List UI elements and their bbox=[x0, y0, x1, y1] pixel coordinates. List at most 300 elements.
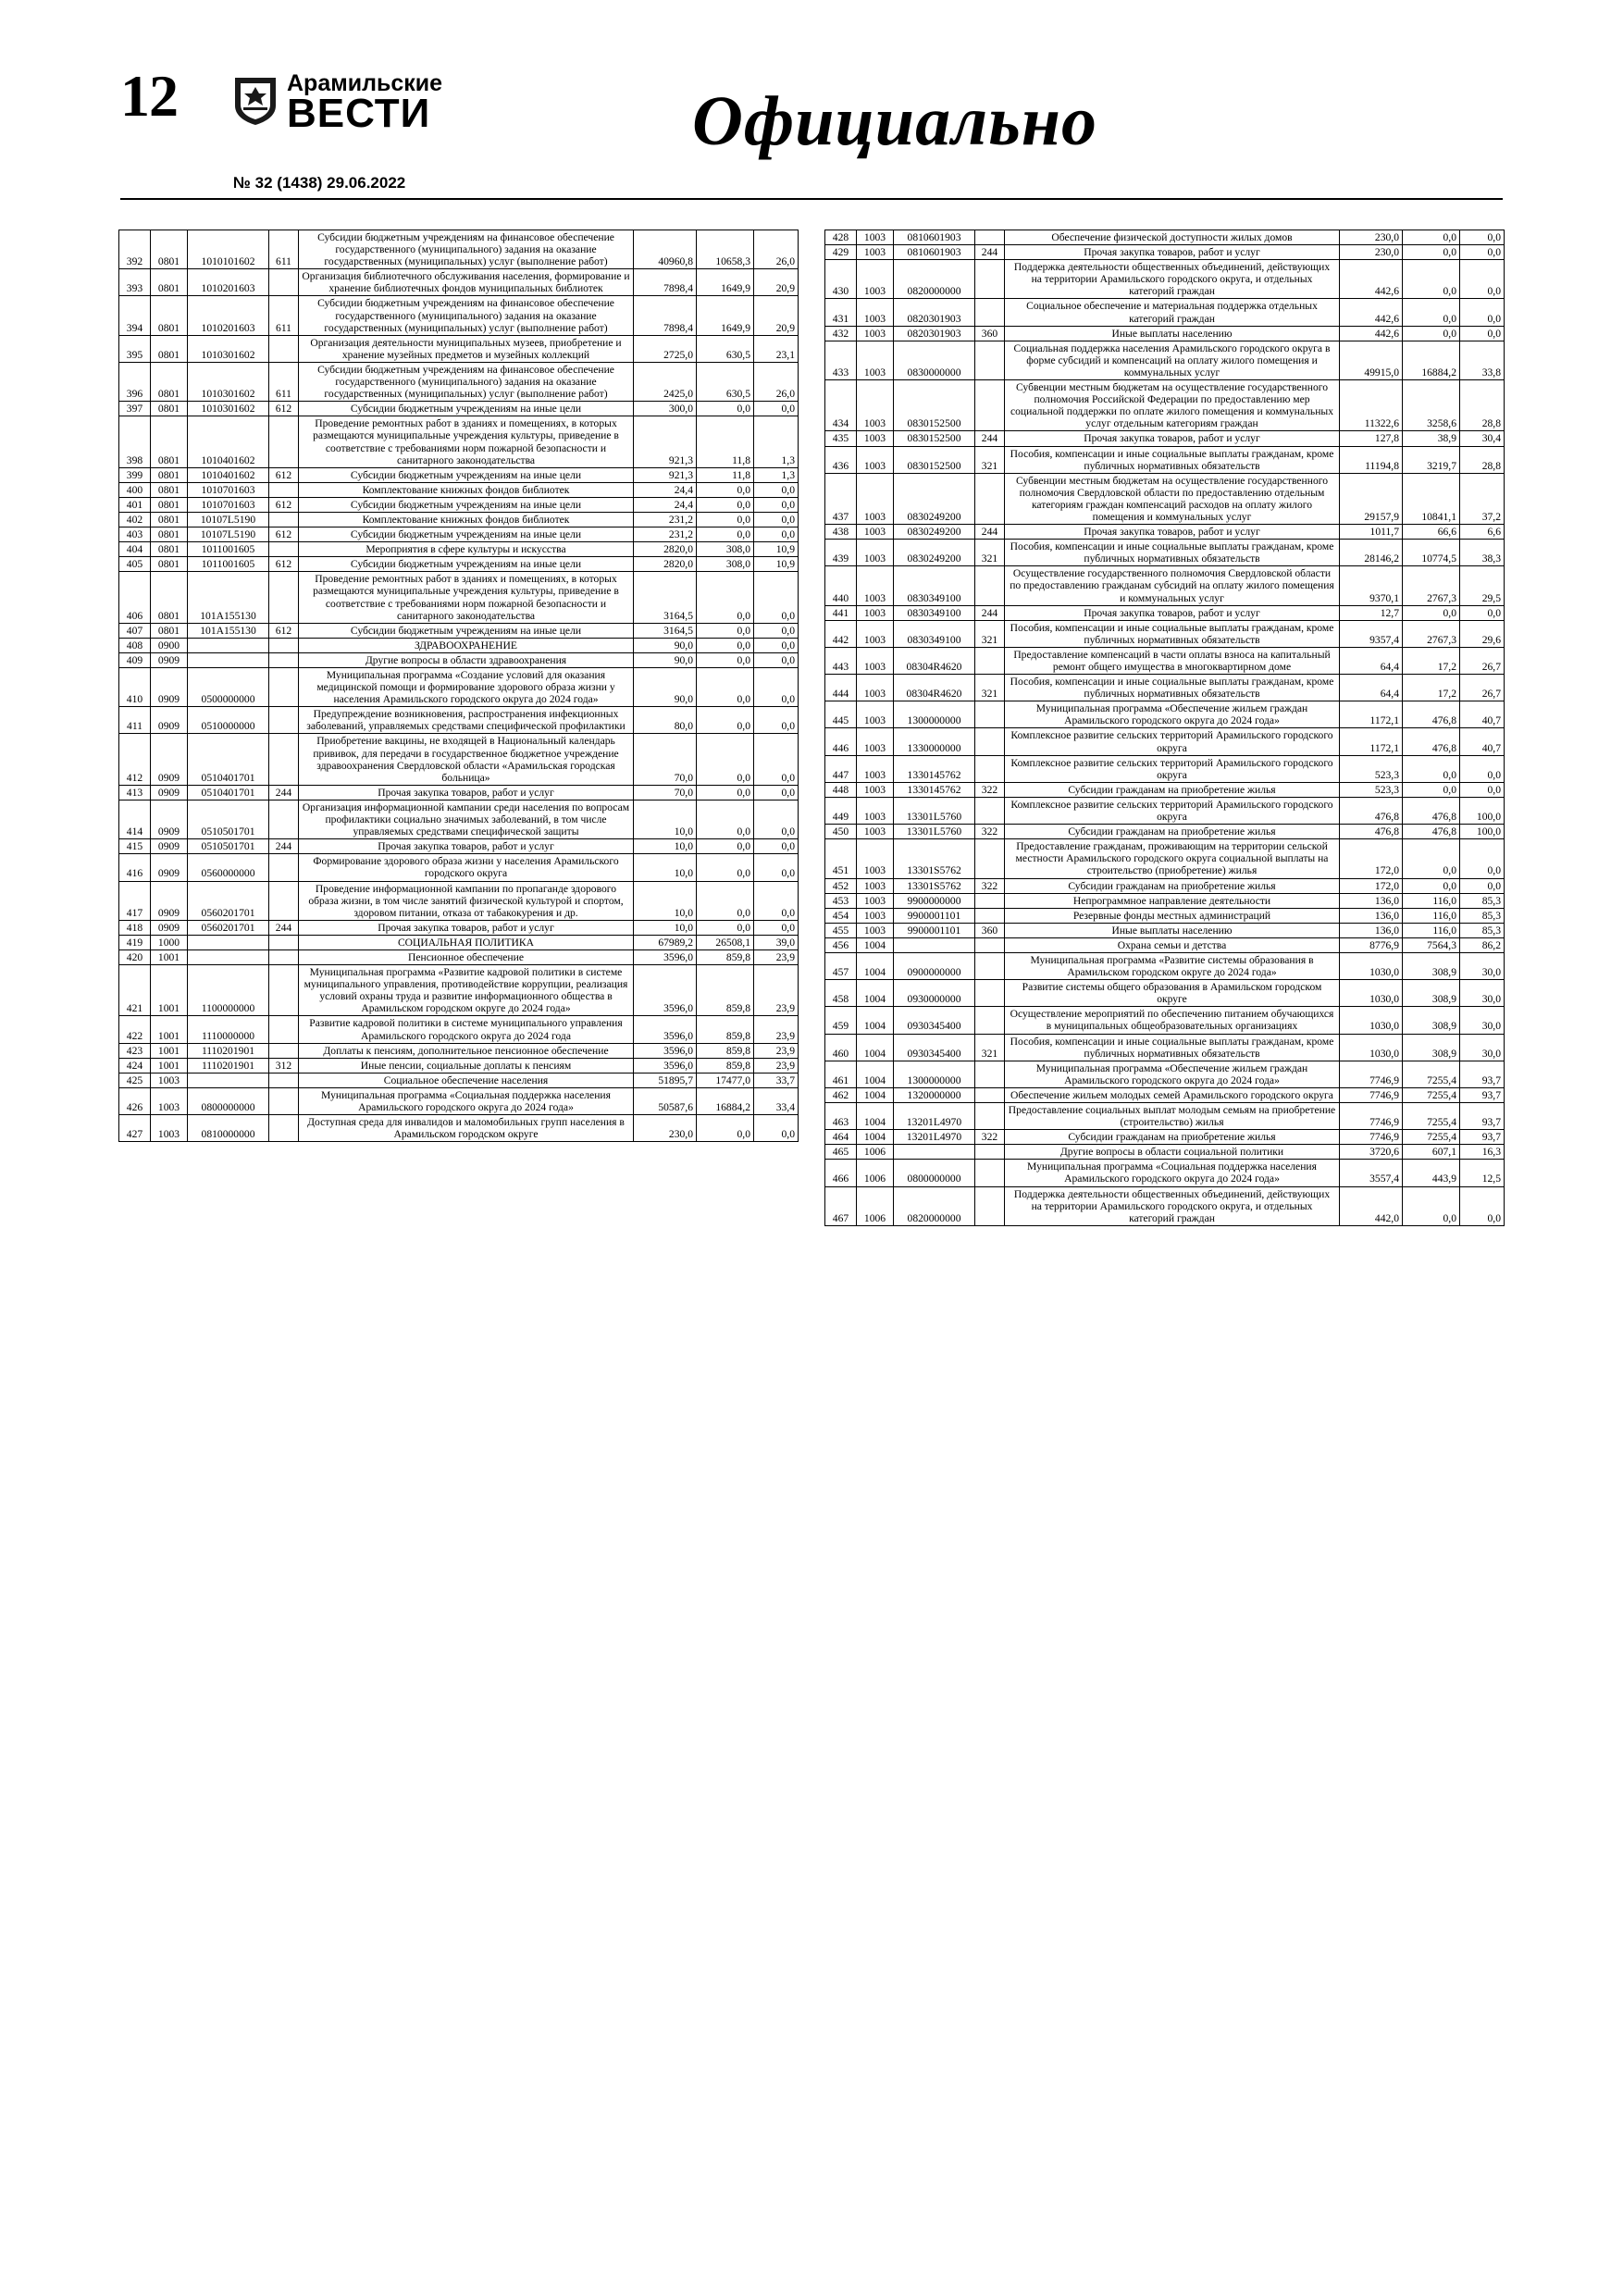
row-title: Субсидии бюджетным учреждениям на иные цели bbox=[299, 557, 634, 572]
percent: 26,7 bbox=[1460, 675, 1505, 701]
section-code: 1003 bbox=[857, 446, 894, 473]
expense-type bbox=[269, 416, 299, 467]
section-code: 1003 bbox=[151, 1073, 188, 1087]
row-title: Субсидии гражданам на приобретение жилья bbox=[1005, 1130, 1340, 1145]
section-code: 1004 bbox=[857, 952, 894, 979]
percent: 0,0 bbox=[754, 527, 799, 542]
expense-type bbox=[975, 473, 1005, 524]
section-code: 0909 bbox=[151, 734, 188, 785]
table-row bbox=[119, 1073, 799, 1087]
masthead-title-line1: Арамильские bbox=[287, 70, 443, 96]
row-number: 401 bbox=[119, 497, 151, 512]
row-title: Иные выплаты населению bbox=[1005, 326, 1340, 341]
amount-plan: 12,7 bbox=[1340, 605, 1403, 620]
amount-plan: 442,0 bbox=[1340, 1186, 1403, 1225]
target-code: 0830249200 bbox=[894, 473, 975, 524]
row-number: 415 bbox=[119, 839, 151, 854]
amount-plan: 64,4 bbox=[1340, 647, 1403, 674]
expense-type: 312 bbox=[269, 1058, 299, 1073]
target-code: 10107L5190 bbox=[188, 512, 269, 527]
target-code: 0830249200 bbox=[894, 540, 975, 566]
row-title: Мероприятия в сфере культуры и искусства bbox=[299, 542, 634, 557]
row-title: Прочая закупка товаров, работ и услуг bbox=[299, 839, 634, 854]
amount-actual: 308,0 bbox=[697, 542, 754, 557]
row-number: 434 bbox=[825, 380, 857, 431]
percent: 23,9 bbox=[754, 965, 799, 1016]
row-number: 454 bbox=[825, 908, 857, 923]
section-code: 1003 bbox=[857, 540, 894, 566]
expense-type bbox=[269, 965, 299, 1016]
target-code: 0820000000 bbox=[894, 260, 975, 299]
row-number: 397 bbox=[119, 402, 151, 416]
amount-actual: 308,0 bbox=[697, 557, 754, 572]
percent: 33,4 bbox=[754, 1087, 799, 1114]
expense-type bbox=[975, 1103, 1005, 1130]
expense-type: 321 bbox=[975, 446, 1005, 473]
amount-plan: 10,0 bbox=[634, 800, 697, 838]
expense-type bbox=[975, 1186, 1005, 1225]
amount-plan: 7746,9 bbox=[1340, 1130, 1403, 1145]
expense-type: 612 bbox=[269, 623, 299, 638]
amount-actual: 0,0 bbox=[697, 482, 754, 497]
row-title: Социальное обеспечение населения bbox=[299, 1073, 634, 1087]
row-title: Доступная среда для инвалидов и маломобильных групп населения в Арамильском городском округе bbox=[299, 1115, 634, 1142]
budget-table-right bbox=[824, 230, 1505, 1226]
expense-type: 611 bbox=[269, 296, 299, 335]
percent: 23,9 bbox=[754, 1043, 799, 1058]
section-code: 1003 bbox=[151, 1087, 188, 1114]
amount-plan: 3596,0 bbox=[634, 949, 697, 964]
expense-type bbox=[975, 908, 1005, 923]
row-number: 457 bbox=[825, 952, 857, 979]
row-number: 425 bbox=[119, 1073, 151, 1087]
row-number: 414 bbox=[119, 800, 151, 838]
target-code: 08304R4620 bbox=[894, 675, 975, 701]
row-title: Предоставление социальных выплат молодым семьям на приобретение (строительство) жилья bbox=[1005, 1103, 1340, 1130]
row-title: Субсидии бюджетным учреждениям на финансовое обеспечение государственного (муниципального) задания на оказание государственных (муниципальных) услуг (выполнение работ) bbox=[299, 362, 634, 401]
table-row bbox=[825, 525, 1505, 540]
amount-actual: 2767,3 bbox=[1403, 566, 1460, 605]
amount-actual: 0,0 bbox=[697, 652, 754, 667]
amount-plan: 49915,0 bbox=[1340, 341, 1403, 379]
amount-actual: 116,0 bbox=[1403, 893, 1460, 908]
amount-plan: 230,0 bbox=[1340, 245, 1403, 260]
target-code: 0820000000 bbox=[894, 1186, 975, 1225]
table-row bbox=[825, 566, 1505, 605]
row-title: Пособия, компенсации и иные социальные выплаты гражданам, кроме публичных нормативных обязательств bbox=[1005, 446, 1340, 473]
row-title: Пособия, компенсации и иные социальные выплаты гражданам, кроме публичных нормативных обязательств bbox=[1005, 540, 1340, 566]
row-number: 465 bbox=[825, 1145, 857, 1160]
amount-actual: 16884,2 bbox=[1403, 341, 1460, 379]
row-title: Муниципальная программа «Развитие кадровой политики в системе муниципального управления, противодействие коррупции, реализация условий охраны труда и развитие информационного общества в Арамильском городском округе до 2024 года» bbox=[299, 965, 634, 1016]
row-number: 466 bbox=[825, 1160, 857, 1186]
section-code: 1003 bbox=[857, 473, 894, 524]
amount-actual: 0,0 bbox=[1403, 245, 1460, 260]
row-number: 447 bbox=[825, 755, 857, 782]
percent: 16,3 bbox=[1460, 1145, 1505, 1160]
amount-actual: 0,0 bbox=[697, 839, 754, 854]
percent: 0,0 bbox=[1460, 299, 1505, 326]
section-code: 0900 bbox=[151, 638, 188, 652]
table-row bbox=[119, 230, 799, 269]
row-title: Поддержка деятельности общественных объединений, действующих на территории Арамильского городского округа, и отдельных категорий граждан bbox=[1005, 260, 1340, 299]
table-row bbox=[825, 728, 1505, 755]
amount-actual: 308,9 bbox=[1403, 980, 1460, 1007]
row-number: 419 bbox=[119, 935, 151, 949]
amount-plan: 476,8 bbox=[1340, 825, 1403, 839]
amount-actual: 859,8 bbox=[697, 1043, 754, 1058]
section-code: 1003 bbox=[857, 380, 894, 431]
expense-type: 360 bbox=[975, 923, 1005, 937]
percent: 0,0 bbox=[754, 920, 799, 935]
expense-type: 322 bbox=[975, 1130, 1005, 1145]
expense-type bbox=[975, 566, 1005, 605]
row-title: Предупреждение возникновения, распространения инфекционных заболеваний, управляемых средствами специфической профилактики bbox=[299, 707, 634, 734]
section-code: 0801 bbox=[151, 572, 188, 623]
table-row bbox=[825, 701, 1505, 728]
row-number: 423 bbox=[119, 1043, 151, 1058]
row-number: 407 bbox=[119, 623, 151, 638]
amount-actual: 116,0 bbox=[1403, 908, 1460, 923]
section-code: 1003 bbox=[857, 605, 894, 620]
row-title: Пенсионное обеспечение bbox=[299, 949, 634, 964]
percent: 28,8 bbox=[1460, 380, 1505, 431]
target-code: 1010301602 bbox=[188, 335, 269, 362]
amount-plan: 3596,0 bbox=[634, 965, 697, 1016]
section-code: 1003 bbox=[857, 728, 894, 755]
table-row bbox=[825, 825, 1505, 839]
table-row bbox=[825, 893, 1505, 908]
expense-type bbox=[975, 299, 1005, 326]
percent: 0,0 bbox=[754, 638, 799, 652]
amount-actual: 11,8 bbox=[697, 467, 754, 482]
amount-plan: 11194,8 bbox=[1340, 446, 1403, 473]
amount-plan: 9357,4 bbox=[1340, 620, 1403, 647]
target-code: 1010301602 bbox=[188, 362, 269, 401]
target-code: 9900001101 bbox=[894, 923, 975, 937]
percent: 0,0 bbox=[754, 734, 799, 785]
amount-actual: 0,0 bbox=[697, 638, 754, 652]
section-code: 1003 bbox=[857, 230, 894, 245]
expense-type: 612 bbox=[269, 467, 299, 482]
section-code: 0801 bbox=[151, 467, 188, 482]
row-title: Субсидии бюджетным учреждениям на иные цели bbox=[299, 497, 634, 512]
target-code: 0810601903 bbox=[894, 230, 975, 245]
row-title: Организация деятельности муниципальных музеев, приобретение и хранение музейных предметов и музейных коллекций bbox=[299, 335, 634, 362]
amount-plan: 9370,1 bbox=[1340, 566, 1403, 605]
row-title: ЗДРАВООХРАНЕНИЕ bbox=[299, 638, 634, 652]
amount-plan: 1030,0 bbox=[1340, 1034, 1403, 1061]
row-title: Формирование здорового образа жизни у населения Арамильского городского округа bbox=[299, 854, 634, 881]
amount-plan: 3596,0 bbox=[634, 1016, 697, 1043]
section-code: 0909 bbox=[151, 652, 188, 667]
budget-table-left bbox=[118, 230, 799, 1142]
amount-plan: 1172,1 bbox=[1340, 728, 1403, 755]
percent: 0,0 bbox=[1460, 230, 1505, 245]
row-title: Субсидии бюджетным учреждениям на финансовое обеспечение государственного (муниципального) задания на оказание государственных (муниципальных) услуг (выполнение работ) bbox=[299, 230, 634, 269]
table-row bbox=[119, 1043, 799, 1058]
amount-plan: 7746,9 bbox=[1340, 1061, 1403, 1087]
amount-actual: 16884,2 bbox=[697, 1087, 754, 1114]
table-row bbox=[119, 497, 799, 512]
target-code: 0800000000 bbox=[188, 1087, 269, 1114]
expense-type: 244 bbox=[975, 525, 1005, 540]
section-code: 0801 bbox=[151, 623, 188, 638]
percent: 93,7 bbox=[1460, 1061, 1505, 1087]
row-title: Непрограммное направление деятельности bbox=[1005, 893, 1340, 908]
amount-actual: 26508,1 bbox=[697, 935, 754, 949]
amount-actual: 308,9 bbox=[1403, 1034, 1460, 1061]
percent: 0,0 bbox=[754, 1115, 799, 1142]
row-number: 451 bbox=[825, 839, 857, 878]
row-number: 453 bbox=[825, 893, 857, 908]
amount-actual: 0,0 bbox=[697, 512, 754, 527]
amount-actual: 0,0 bbox=[1403, 299, 1460, 326]
amount-plan: 3596,0 bbox=[634, 1058, 697, 1073]
percent: 100,0 bbox=[1460, 797, 1505, 824]
section-code: 1003 bbox=[857, 525, 894, 540]
expense-type: 244 bbox=[269, 785, 299, 800]
row-title: Прочая закупка товаров, работ и услуг bbox=[299, 785, 634, 800]
amount-plan: 442,6 bbox=[1340, 260, 1403, 299]
amount-plan: 64,4 bbox=[1340, 675, 1403, 701]
row-title: Организация библиотечного обслуживания населения, формирование и хранение библиотечных фондов муниципальных библиотек bbox=[299, 269, 634, 296]
section-code: 1003 bbox=[857, 923, 894, 937]
percent: 0,0 bbox=[754, 668, 799, 707]
percent: 20,9 bbox=[754, 269, 799, 296]
percent: 28,8 bbox=[1460, 446, 1505, 473]
amount-plan: 2725,0 bbox=[634, 335, 697, 362]
row-number: 444 bbox=[825, 675, 857, 701]
amount-actual: 116,0 bbox=[1403, 923, 1460, 937]
amount-plan: 1172,1 bbox=[1340, 701, 1403, 728]
row-number: 443 bbox=[825, 647, 857, 674]
row-number: 392 bbox=[119, 230, 151, 269]
table-row bbox=[825, 980, 1505, 1007]
target-code: 1011001605 bbox=[188, 557, 269, 572]
expense-type: 244 bbox=[269, 839, 299, 854]
expense-type bbox=[269, 652, 299, 667]
row-title: Проведение ремонтных работ в зданиях и помещениях, в которых размещаются муниципальные учреждения культуры, приведение в соответствие с требованиями норм пожарной безопасности и санитарного законодательства bbox=[299, 572, 634, 623]
table-row bbox=[119, 527, 799, 542]
section-code: 0801 bbox=[151, 527, 188, 542]
table-row bbox=[119, 542, 799, 557]
table-row bbox=[825, 1034, 1505, 1061]
table-row bbox=[825, 675, 1505, 701]
table-row bbox=[825, 620, 1505, 647]
percent: 93,7 bbox=[1460, 1103, 1505, 1130]
row-number: 464 bbox=[825, 1130, 857, 1145]
target-code: 9900000000 bbox=[894, 893, 975, 908]
row-number: 440 bbox=[825, 566, 857, 605]
table-row bbox=[825, 755, 1505, 782]
target-code: 1010201603 bbox=[188, 296, 269, 335]
expense-type bbox=[269, 668, 299, 707]
percent: 39,0 bbox=[754, 935, 799, 949]
expense-type bbox=[269, 707, 299, 734]
amount-actual: 0,0 bbox=[697, 527, 754, 542]
section-code: 0801 bbox=[151, 497, 188, 512]
row-number: 410 bbox=[119, 668, 151, 707]
percent: 0,0 bbox=[754, 800, 799, 838]
section-code: 1003 bbox=[857, 825, 894, 839]
section-code: 1003 bbox=[857, 908, 894, 923]
percent: 0,0 bbox=[754, 512, 799, 527]
row-title: Субсидии бюджетным учреждениям на иные цели bbox=[299, 467, 634, 482]
table-row bbox=[119, 949, 799, 964]
expense-type: 612 bbox=[269, 402, 299, 416]
table-row bbox=[825, 839, 1505, 878]
expense-type: 244 bbox=[975, 605, 1005, 620]
percent: 0,0 bbox=[754, 854, 799, 881]
target-code: 101А155130 bbox=[188, 572, 269, 623]
row-number: 424 bbox=[119, 1058, 151, 1073]
row-number: 408 bbox=[119, 638, 151, 652]
target-code: 1300000000 bbox=[894, 1061, 975, 1087]
expense-type bbox=[975, 1061, 1005, 1087]
expense-type bbox=[975, 893, 1005, 908]
amount-actual: 0,0 bbox=[697, 785, 754, 800]
header-divider bbox=[120, 198, 1503, 200]
row-number: 459 bbox=[825, 1007, 857, 1034]
percent: 26,0 bbox=[754, 362, 799, 401]
table-row bbox=[119, 623, 799, 638]
target-code: 0830249200 bbox=[894, 525, 975, 540]
section-code: 0909 bbox=[151, 839, 188, 854]
target-code bbox=[188, 935, 269, 949]
expense-type bbox=[269, 734, 299, 785]
expense-type bbox=[975, 1160, 1005, 1186]
expense-type bbox=[269, 1115, 299, 1142]
expense-type bbox=[975, 380, 1005, 431]
amount-plan: 10,0 bbox=[634, 854, 697, 881]
expense-type: 322 bbox=[975, 782, 1005, 797]
amount-actual: 17477,0 bbox=[697, 1073, 754, 1087]
amount-actual: 7255,4 bbox=[1403, 1087, 1460, 1102]
section-code: 1003 bbox=[857, 675, 894, 701]
row-number: 467 bbox=[825, 1186, 857, 1225]
expense-type bbox=[269, 638, 299, 652]
section-code: 1003 bbox=[857, 431, 894, 446]
row-number: 406 bbox=[119, 572, 151, 623]
target-code: 1011001605 bbox=[188, 542, 269, 557]
row-title: Другие вопросы в области социальной политики bbox=[1005, 1145, 1340, 1160]
target-code: 1010101602 bbox=[188, 230, 269, 269]
target-code: 0510501701 bbox=[188, 800, 269, 838]
section-code: 1001 bbox=[151, 1016, 188, 1043]
amount-actual: 10841,1 bbox=[1403, 473, 1460, 524]
target-code: 1320000000 bbox=[894, 1087, 975, 1102]
amount-plan: 24,4 bbox=[634, 497, 697, 512]
row-number: 462 bbox=[825, 1087, 857, 1102]
section-code: 0909 bbox=[151, 920, 188, 935]
percent: 20,9 bbox=[754, 296, 799, 335]
row-number: 430 bbox=[825, 260, 857, 299]
expense-type bbox=[975, 728, 1005, 755]
amount-plan: 3720,6 bbox=[1340, 1145, 1403, 1160]
row-title: Резервные фонды местных администраций bbox=[1005, 908, 1340, 923]
table-row bbox=[825, 878, 1505, 893]
amount-actual: 443,9 bbox=[1403, 1160, 1460, 1186]
section-code: 1004 bbox=[857, 980, 894, 1007]
percent: 30,0 bbox=[1460, 980, 1505, 1007]
section-code: 1003 bbox=[857, 797, 894, 824]
amount-plan: 8776,9 bbox=[1340, 937, 1403, 952]
section-code: 0909 bbox=[151, 881, 188, 920]
expense-type bbox=[269, 935, 299, 949]
expense-type bbox=[975, 701, 1005, 728]
row-title: Муниципальная программа «Развитие системы образования в Арамильском городском округе до 2024 года» bbox=[1005, 952, 1340, 979]
row-number: 398 bbox=[119, 416, 151, 467]
amount-actual: 308,9 bbox=[1403, 952, 1460, 979]
amount-plan: 11322,6 bbox=[1340, 380, 1403, 431]
target-code: 1010401602 bbox=[188, 467, 269, 482]
table-row bbox=[119, 785, 799, 800]
section-code: 1003 bbox=[857, 893, 894, 908]
expense-type bbox=[975, 937, 1005, 952]
masthead-title-line2: ВЕСТИ bbox=[287, 91, 431, 136]
amount-plan: 300,0 bbox=[634, 402, 697, 416]
row-number: 400 bbox=[119, 482, 151, 497]
percent: 0,0 bbox=[754, 482, 799, 497]
expense-type bbox=[269, 854, 299, 881]
table-row bbox=[825, 908, 1505, 923]
expense-type bbox=[975, 839, 1005, 878]
row-title: Субсидии бюджетным учреждениям на иные цели bbox=[299, 527, 634, 542]
percent: 40,7 bbox=[1460, 728, 1505, 755]
target-code: 13201L4970 bbox=[894, 1130, 975, 1145]
amount-actual: 7564,3 bbox=[1403, 937, 1460, 952]
section-code: 0801 bbox=[151, 362, 188, 401]
expense-type: 321 bbox=[975, 1034, 1005, 1061]
row-title: Проведение информационной кампании по пропаганде здорового образа жизни, в том числе занятий физической культурой и спортом, здоровом питании, отказа от табакокурения и др. bbox=[299, 881, 634, 920]
percent: 23,9 bbox=[754, 949, 799, 964]
amount-actual: 607,1 bbox=[1403, 1145, 1460, 1160]
target-code: 0820301903 bbox=[894, 326, 975, 341]
target-code: 0830349100 bbox=[894, 605, 975, 620]
amount-actual: 0,0 bbox=[697, 623, 754, 638]
row-number: 433 bbox=[825, 341, 857, 379]
row-number: 450 bbox=[825, 825, 857, 839]
table-row bbox=[119, 1087, 799, 1114]
target-code: 0510401701 bbox=[188, 785, 269, 800]
target-code: 0830152500 bbox=[894, 431, 975, 446]
target-code: 0560000000 bbox=[188, 854, 269, 881]
row-title: Иные пенсии, социальные доплаты к пенсиям bbox=[299, 1058, 634, 1073]
row-number: 437 bbox=[825, 473, 857, 524]
section-code: 0909 bbox=[151, 707, 188, 734]
amount-actual: 0,0 bbox=[1403, 782, 1460, 797]
section-code: 1004 bbox=[857, 1087, 894, 1102]
section-code: 0801 bbox=[151, 512, 188, 527]
amount-actual: 859,8 bbox=[697, 949, 754, 964]
row-title: Субвенции местным бюджетам на осуществление государственного полномочия Российской Федерации по предоставлению мер социальной поддержки по оплате жилого помещения и коммунальных услуг отдельным категориям граждан bbox=[1005, 380, 1340, 431]
percent: 30,0 bbox=[1460, 952, 1505, 979]
table-row bbox=[825, 1186, 1505, 1225]
amount-plan: 921,3 bbox=[634, 467, 697, 482]
row-title: Организация информационной кампании среди населения по вопросам профилактики социально значимых заболеваний, в том числе управляемых средствами специфической защиты bbox=[299, 800, 634, 838]
amount-plan: 7898,4 bbox=[634, 269, 697, 296]
table-row bbox=[119, 482, 799, 497]
row-number: 463 bbox=[825, 1103, 857, 1130]
percent: 33,8 bbox=[1460, 341, 1505, 379]
amount-plan: 3596,0 bbox=[634, 1043, 697, 1058]
amount-actual: 0,0 bbox=[697, 734, 754, 785]
section-code: 0801 bbox=[151, 557, 188, 572]
table-row bbox=[825, 952, 1505, 979]
amount-plan: 10,0 bbox=[634, 839, 697, 854]
expense-type bbox=[975, 647, 1005, 674]
